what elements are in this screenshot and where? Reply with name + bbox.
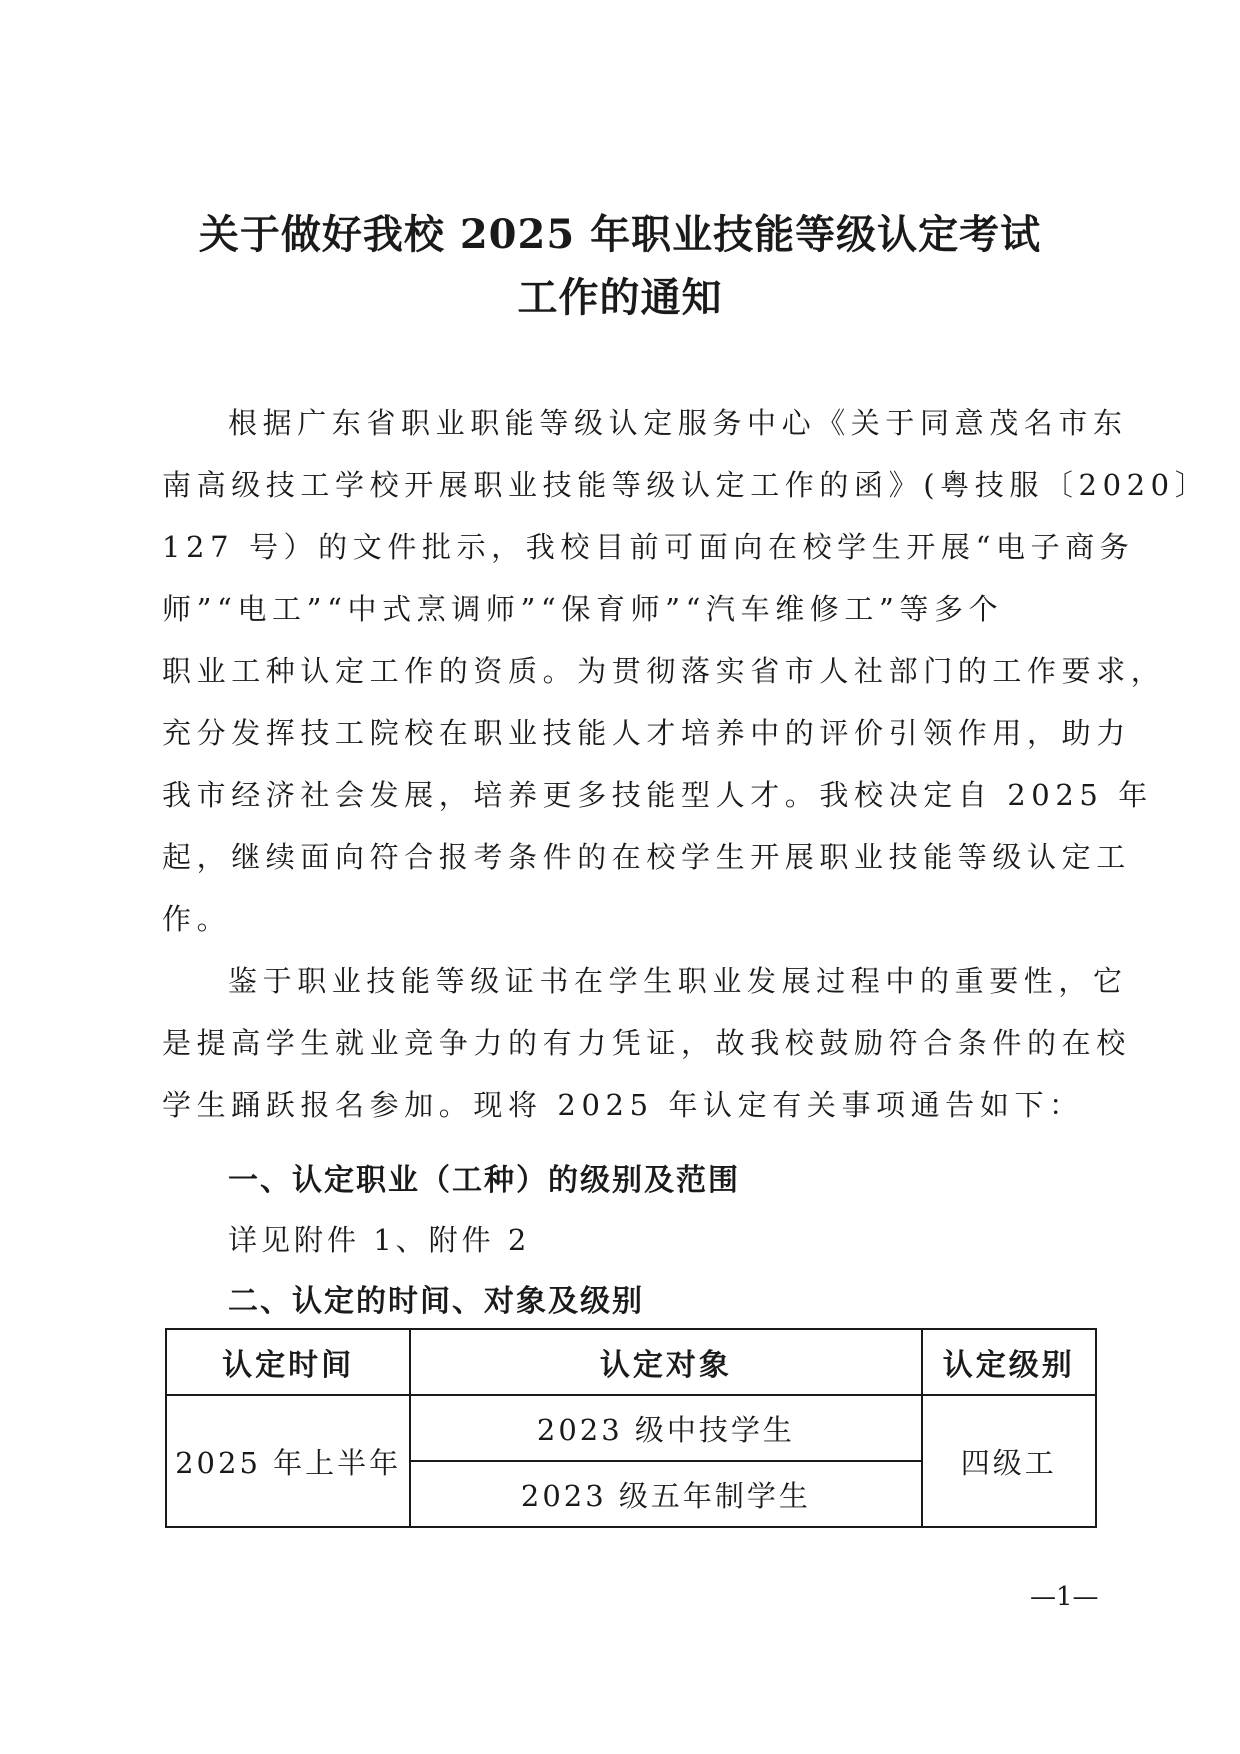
table-header-row: [166, 1329, 1096, 1395]
table-cell-target: 2023 级五年制学生: [410, 1461, 921, 1527]
paragraph-line: 学生踊跃报名参加。现将 2025 年认定有关事项通告如下：: [162, 1088, 1084, 1122]
table-header-time: 认定时间: [166, 1329, 410, 1395]
paragraph-line: 充分发挥技工院校在职业技能人才培养中的评价引领作用，助力: [162, 716, 1131, 750]
paragraph-line: 我市经济社会发展，培养更多技能型人才。我校决定自 2025 年: [162, 778, 1153, 812]
document-title-line-2: 工作的通知: [517, 274, 723, 321]
page-number: —1—: [1030, 1582, 1099, 1612]
paragraph-line: 作。: [162, 902, 232, 936]
paragraph-line: 127 号）的文件批示，我校目前可面向在校学生开展“电子商务: [162, 530, 1135, 564]
document-title-line-1: 关于做好我校 2025 年职业技能等级认定考试: [198, 211, 1042, 258]
table-cell-target: 2023 级中技学生: [410, 1395, 921, 1461]
table-cell-time: 2025 年上半年: [166, 1395, 410, 1527]
paragraph-line: 起，继续面向符合报考条件的在校学生开展职业技能等级认定工: [162, 840, 1131, 874]
table-header-target: 认定对象: [410, 1329, 921, 1395]
paragraph-line: 是提高学生就业竞争力的有力凭证，故我校鼓励符合条件的在校: [162, 1026, 1131, 1060]
certification-table: [165, 1328, 1097, 1528]
paragraph-line: 师”“电工”“中式烹调师”“保育师”“汽车维修工”等多个: [162, 592, 1004, 626]
table-row: [166, 1395, 1096, 1461]
paragraph-line: 南高级技工学校开展职业技能等级认定工作的函》(粤技服〔2020〕: [162, 468, 1210, 502]
paragraph-basis: [162, 392, 1210, 950]
paragraph-line: 鉴于职业技能等级证书在学生职业发展过程中的重要性，它: [228, 964, 1128, 998]
section-heading-2: 二、认定的时间、对象及级别: [228, 1284, 644, 1319]
paragraph-line: 职业工种认定工作的资质。为贯彻落实省市人社部门的工作要求，: [162, 654, 1166, 688]
paragraph-encouragement: [162, 950, 1131, 1136]
section-heading-1: 一、认定职业（工种）的级别及范围: [228, 1163, 740, 1198]
section-1-text: 详见附件 1、附件 2: [228, 1223, 531, 1257]
table-cell-level: 四级工: [922, 1395, 1096, 1527]
table-header-level: 认定级别: [922, 1329, 1096, 1395]
paragraph-line: 根据广东省职业职能等级认定服务中心《关于同意茂名市东: [228, 406, 1128, 440]
